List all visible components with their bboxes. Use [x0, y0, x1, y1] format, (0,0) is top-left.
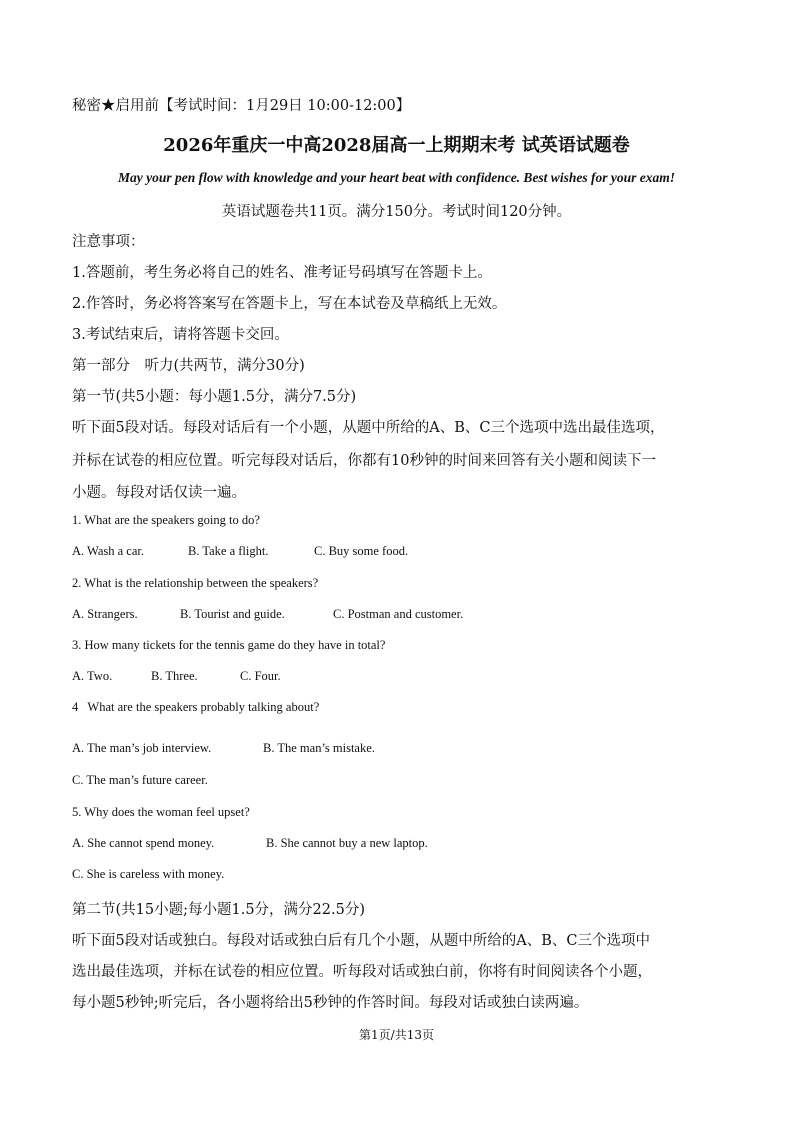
- question-stem: 4 What are the speakers probably talking about?: [72, 700, 320, 714]
- exam-summary: 英语试题卷共11页。满分150分。考试时间120分钟。: [221, 204, 572, 220]
- notice-item: 1.答题前，考生务必将自己的姓名、准考证号码填写在答题卡上。: [72, 265, 492, 281]
- option-a: A. Strangers.: [72, 607, 138, 621]
- section1-instruction: 并标在试卷的相应位置。听完每段对话后，你都有10秒钟的时间来回答有关小题和阅读下一: [72, 453, 656, 469]
- option-c: C. The man’s future career.: [72, 773, 208, 787]
- option-b: B. The man’s mistake.: [263, 741, 375, 755]
- motto: May your pen flow with knowledge and your heart beat with confidence. Best wishes for your exam!: [118, 170, 675, 185]
- section2-instruction: 每小题5秒钟;听完后，各小题将给出5秒钟的作答时间。每段对话或独白读两遍。: [72, 995, 589, 1011]
- notice-heading: 注意事项：: [72, 234, 145, 250]
- question-stem: 1. What are the speakers going to do?: [72, 513, 260, 527]
- section2-heading: 第二节(共15小题;每小题1.5分，满分22.5分): [72, 902, 365, 918]
- option-c: C. Postman and customer.: [333, 607, 464, 621]
- option-b: B. Three.: [151, 669, 198, 683]
- notice-item: 3.考试结束后，请将答题卡交回。: [72, 327, 289, 343]
- section1-instruction: 听下面5段对话。每段对话后有一个小题，从题中所给的A、B、C三个选项中选出最佳选项，: [72, 420, 665, 436]
- page-number: 第1页/共13页: [359, 1028, 434, 1042]
- section2-instruction: 听下面5段对话或独白。每段对话或独白后有几个小题，从题中所给的A、B、C三个选项中: [72, 933, 650, 949]
- section2-instruction: 选出最佳选项，并标在试卷的相应位置。听每段对话或独白前，你将有时间阅读各个小题，: [72, 964, 652, 980]
- section1-instruction: 小题。每段对话仅读一遍。: [72, 485, 246, 501]
- option-b: B. Take a flight.: [188, 544, 269, 558]
- option-c: C. Buy some food.: [314, 544, 409, 558]
- question-stem: 2. What is the relationship between the speakers?: [72, 576, 319, 590]
- option-b: B. Tourist and guide.: [180, 607, 285, 621]
- option-b: B. She cannot buy a new laptop.: [266, 836, 428, 850]
- option-a: A. The man’s job interview.: [72, 741, 212, 755]
- option-a: A. Wash a car.: [72, 544, 145, 558]
- part1-heading: 第一部分 听力(共两节，满分30分): [72, 358, 305, 374]
- option-c: C. Four.: [240, 669, 281, 683]
- question-stem: 3. How many tickets for the tennis game do they have in total?: [72, 638, 386, 652]
- option-a: A. She cannot spend money.: [72, 836, 215, 850]
- option-a: A. Two.: [72, 669, 113, 683]
- notice-item: 2.作答时，务必将答案写在答题卡上，写在本试卷及草稿纸上无效。: [72, 296, 507, 312]
- exam-title: 2026年重庆一中高2028届高一上期期末考 试英语试题卷: [163, 135, 630, 156]
- question-stem: 5. Why does the woman feel upset?: [72, 805, 250, 819]
- secret-note: 秘密★启用前【考试时间：1月29日 10:00-12:00】: [72, 98, 411, 114]
- option-c: C. She is careless with money.: [72, 867, 225, 881]
- section1-heading: 第一节(共5小题：每小题1.5分，满分7.5分): [72, 389, 357, 405]
